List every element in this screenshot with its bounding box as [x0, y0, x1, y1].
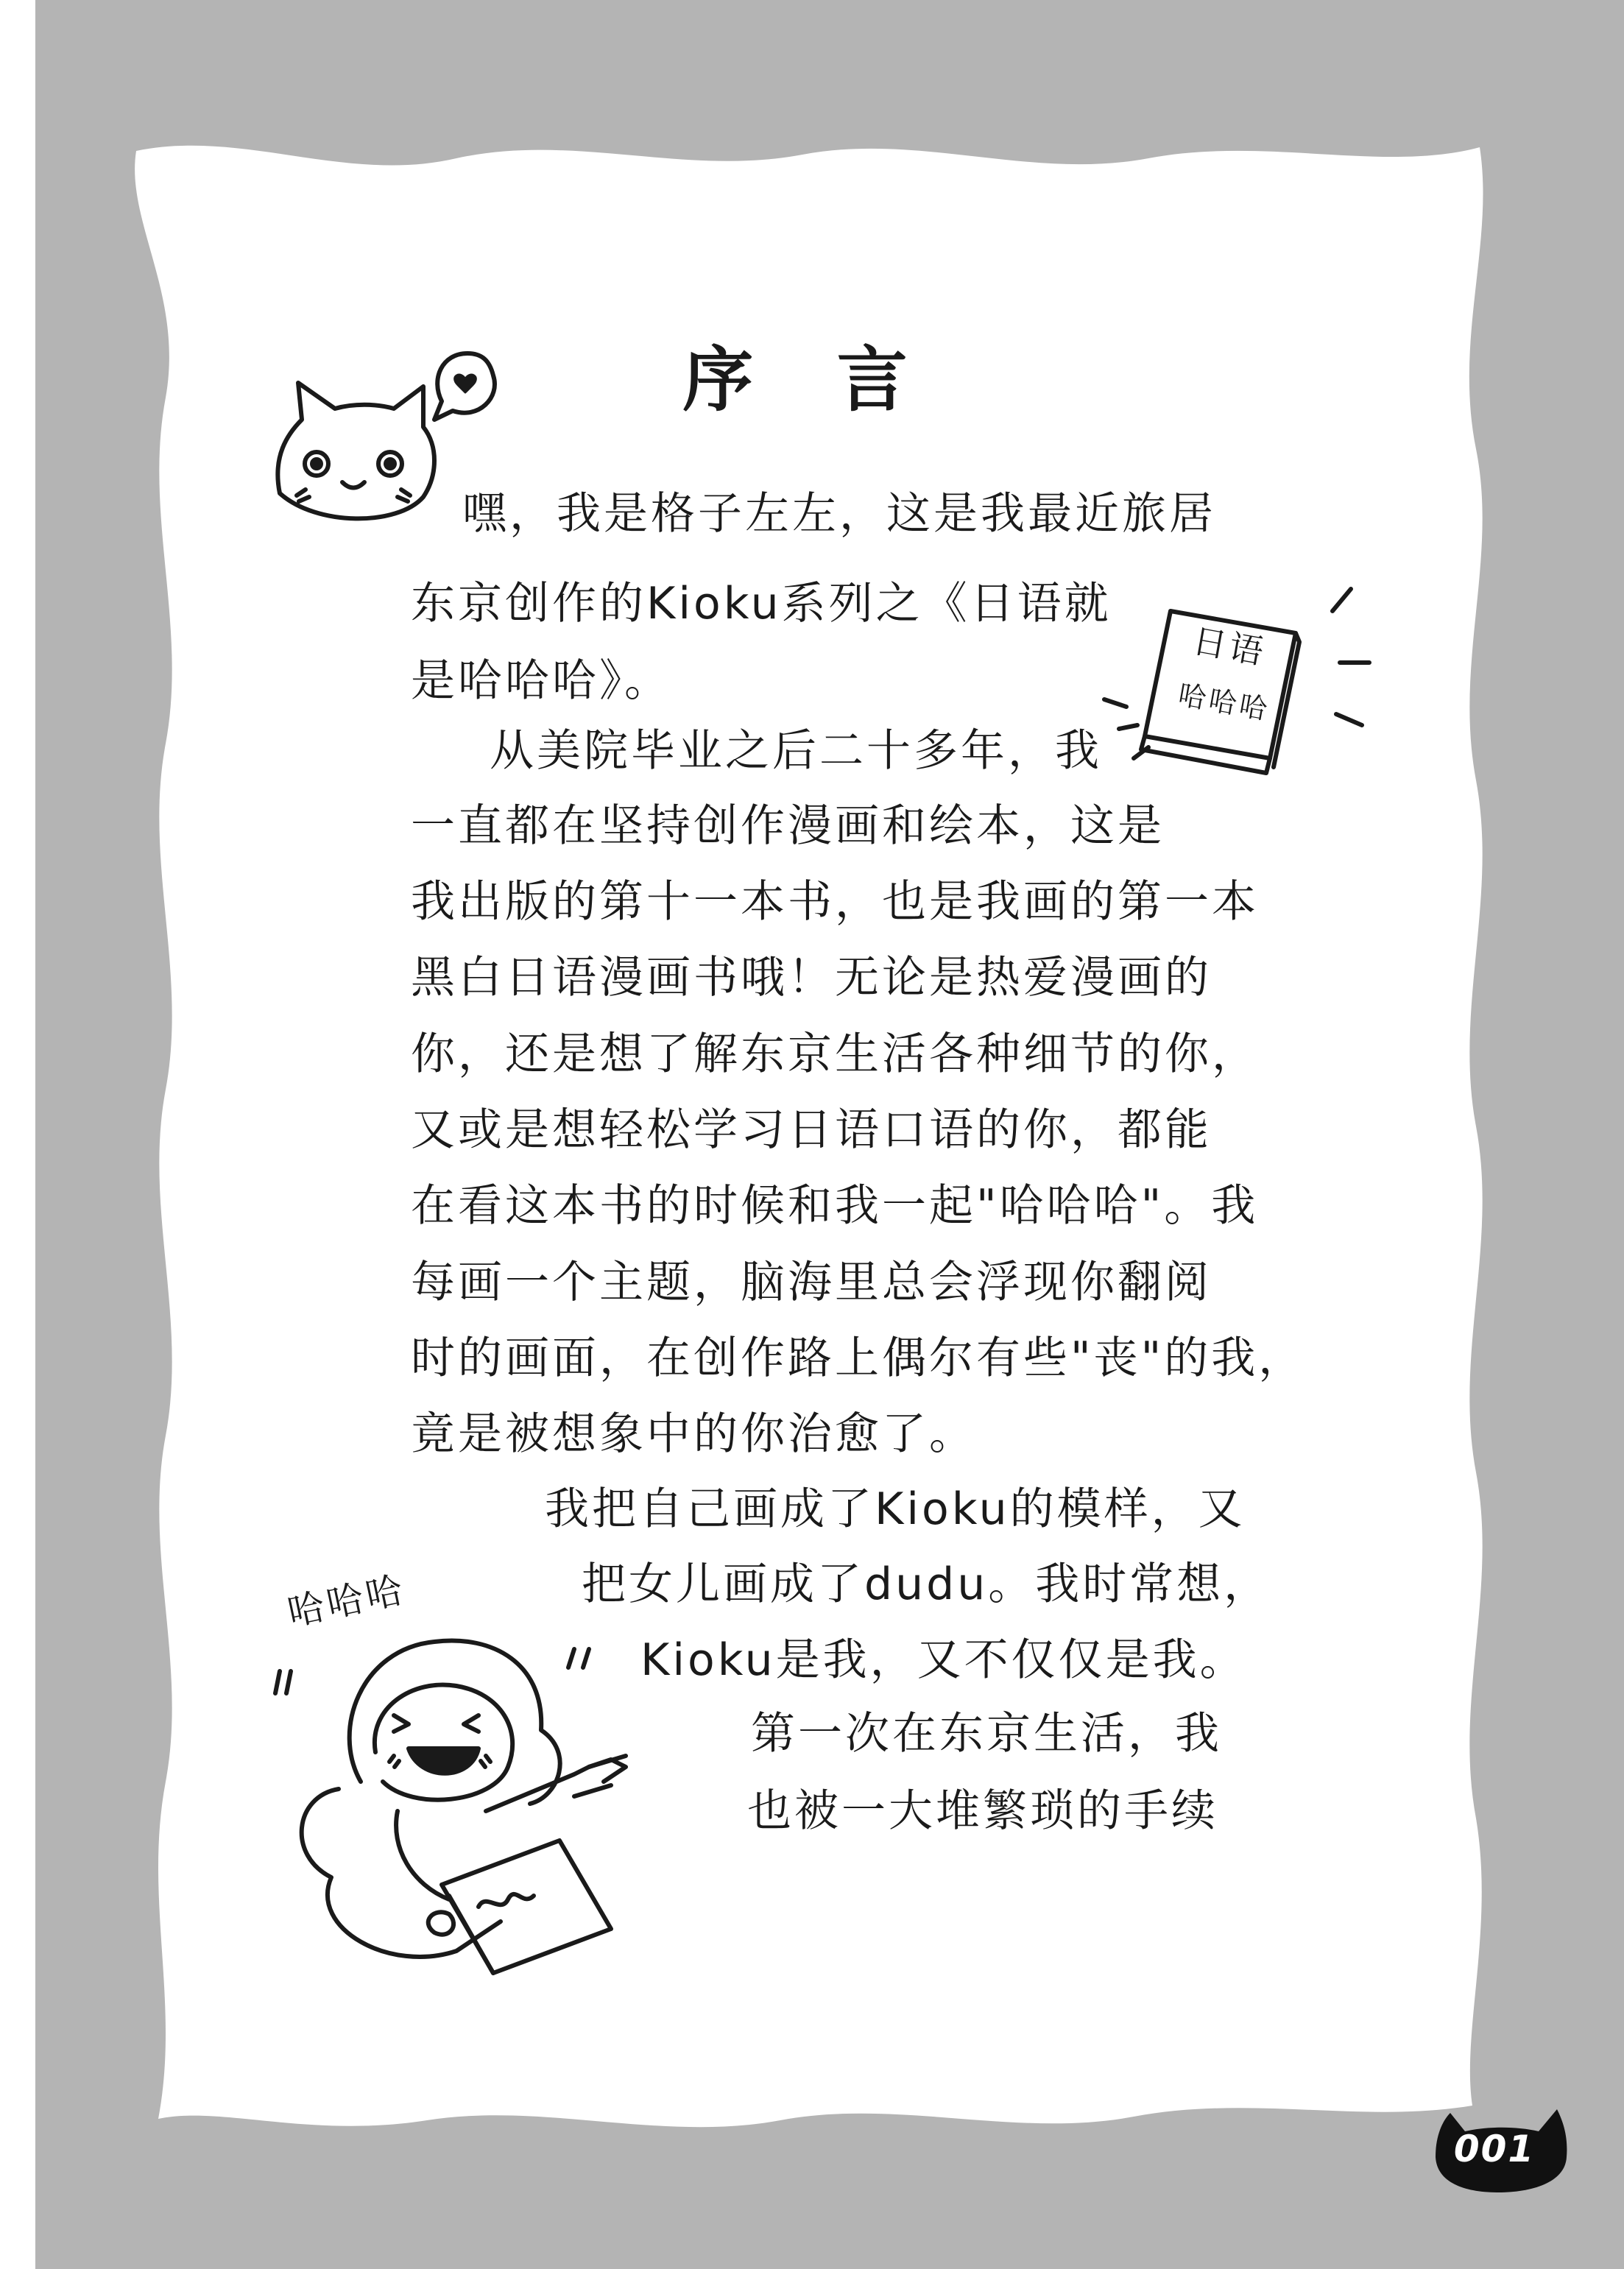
text-line: 你，还是想了解东京生活各种细节的你， [411, 1028, 1259, 1080]
text-line: 又或是想轻松学习日语口语的你，都能 [411, 1104, 1212, 1156]
text-line: 东京创作的Kioku系列之《日语就 [411, 578, 1112, 629]
text-line: 每画一个主题，脑海里总会浮现你翻阅 [411, 1257, 1212, 1308]
page-number-badge [1421, 2106, 1583, 2194]
text-line: 第一次在东京生活，我 [751, 1708, 1222, 1760]
text-line: 从美院毕业之后二十多年，我 [490, 725, 1102, 777]
text-line: 在看这本书的时候和我一起"哈哈哈"。我 [411, 1180, 1259, 1232]
page-number: 001 [1453, 2128, 1536, 2170]
book-title-line2: 哈哈哈 [1176, 678, 1273, 727]
text-line: 也被一大堆繁琐的手续 [747, 1785, 1218, 1837]
text-line: 我把自己画成了Kioku的模样，又 [545, 1483, 1246, 1535]
laugh-text: 哈哈哈 [283, 1567, 410, 1635]
text-line: 把女儿画成了dudu。我时常想， [582, 1559, 1271, 1610]
text-line: 时的画面，在创作路上偶尔有些"丧"的我， [411, 1333, 1306, 1384]
text-line: 竟是被想象中的你治愈了。 [411, 1408, 976, 1460]
text-line: Kioku是我，又不仅仅是我。 [640, 1634, 1247, 1686]
girl-laughing-doodle [265, 1605, 707, 2002]
text-line: 一直都在坚持创作漫画和绘本，这是 [411, 800, 1165, 852]
book-title-line1: 日语 [1190, 620, 1269, 673]
text-line: 是哈哈哈》。 [411, 655, 671, 707]
text-line: 我出版的第十一本书，也是我画的第一本 [411, 876, 1259, 928]
page-title: 序 言 [682, 339, 937, 421]
text-line: 黑白日语漫画书哦！无论是热爱漫画的 [411, 952, 1212, 1003]
text-line: 嘿，我是格子左左，这是我最近旅居 [462, 488, 1216, 540]
